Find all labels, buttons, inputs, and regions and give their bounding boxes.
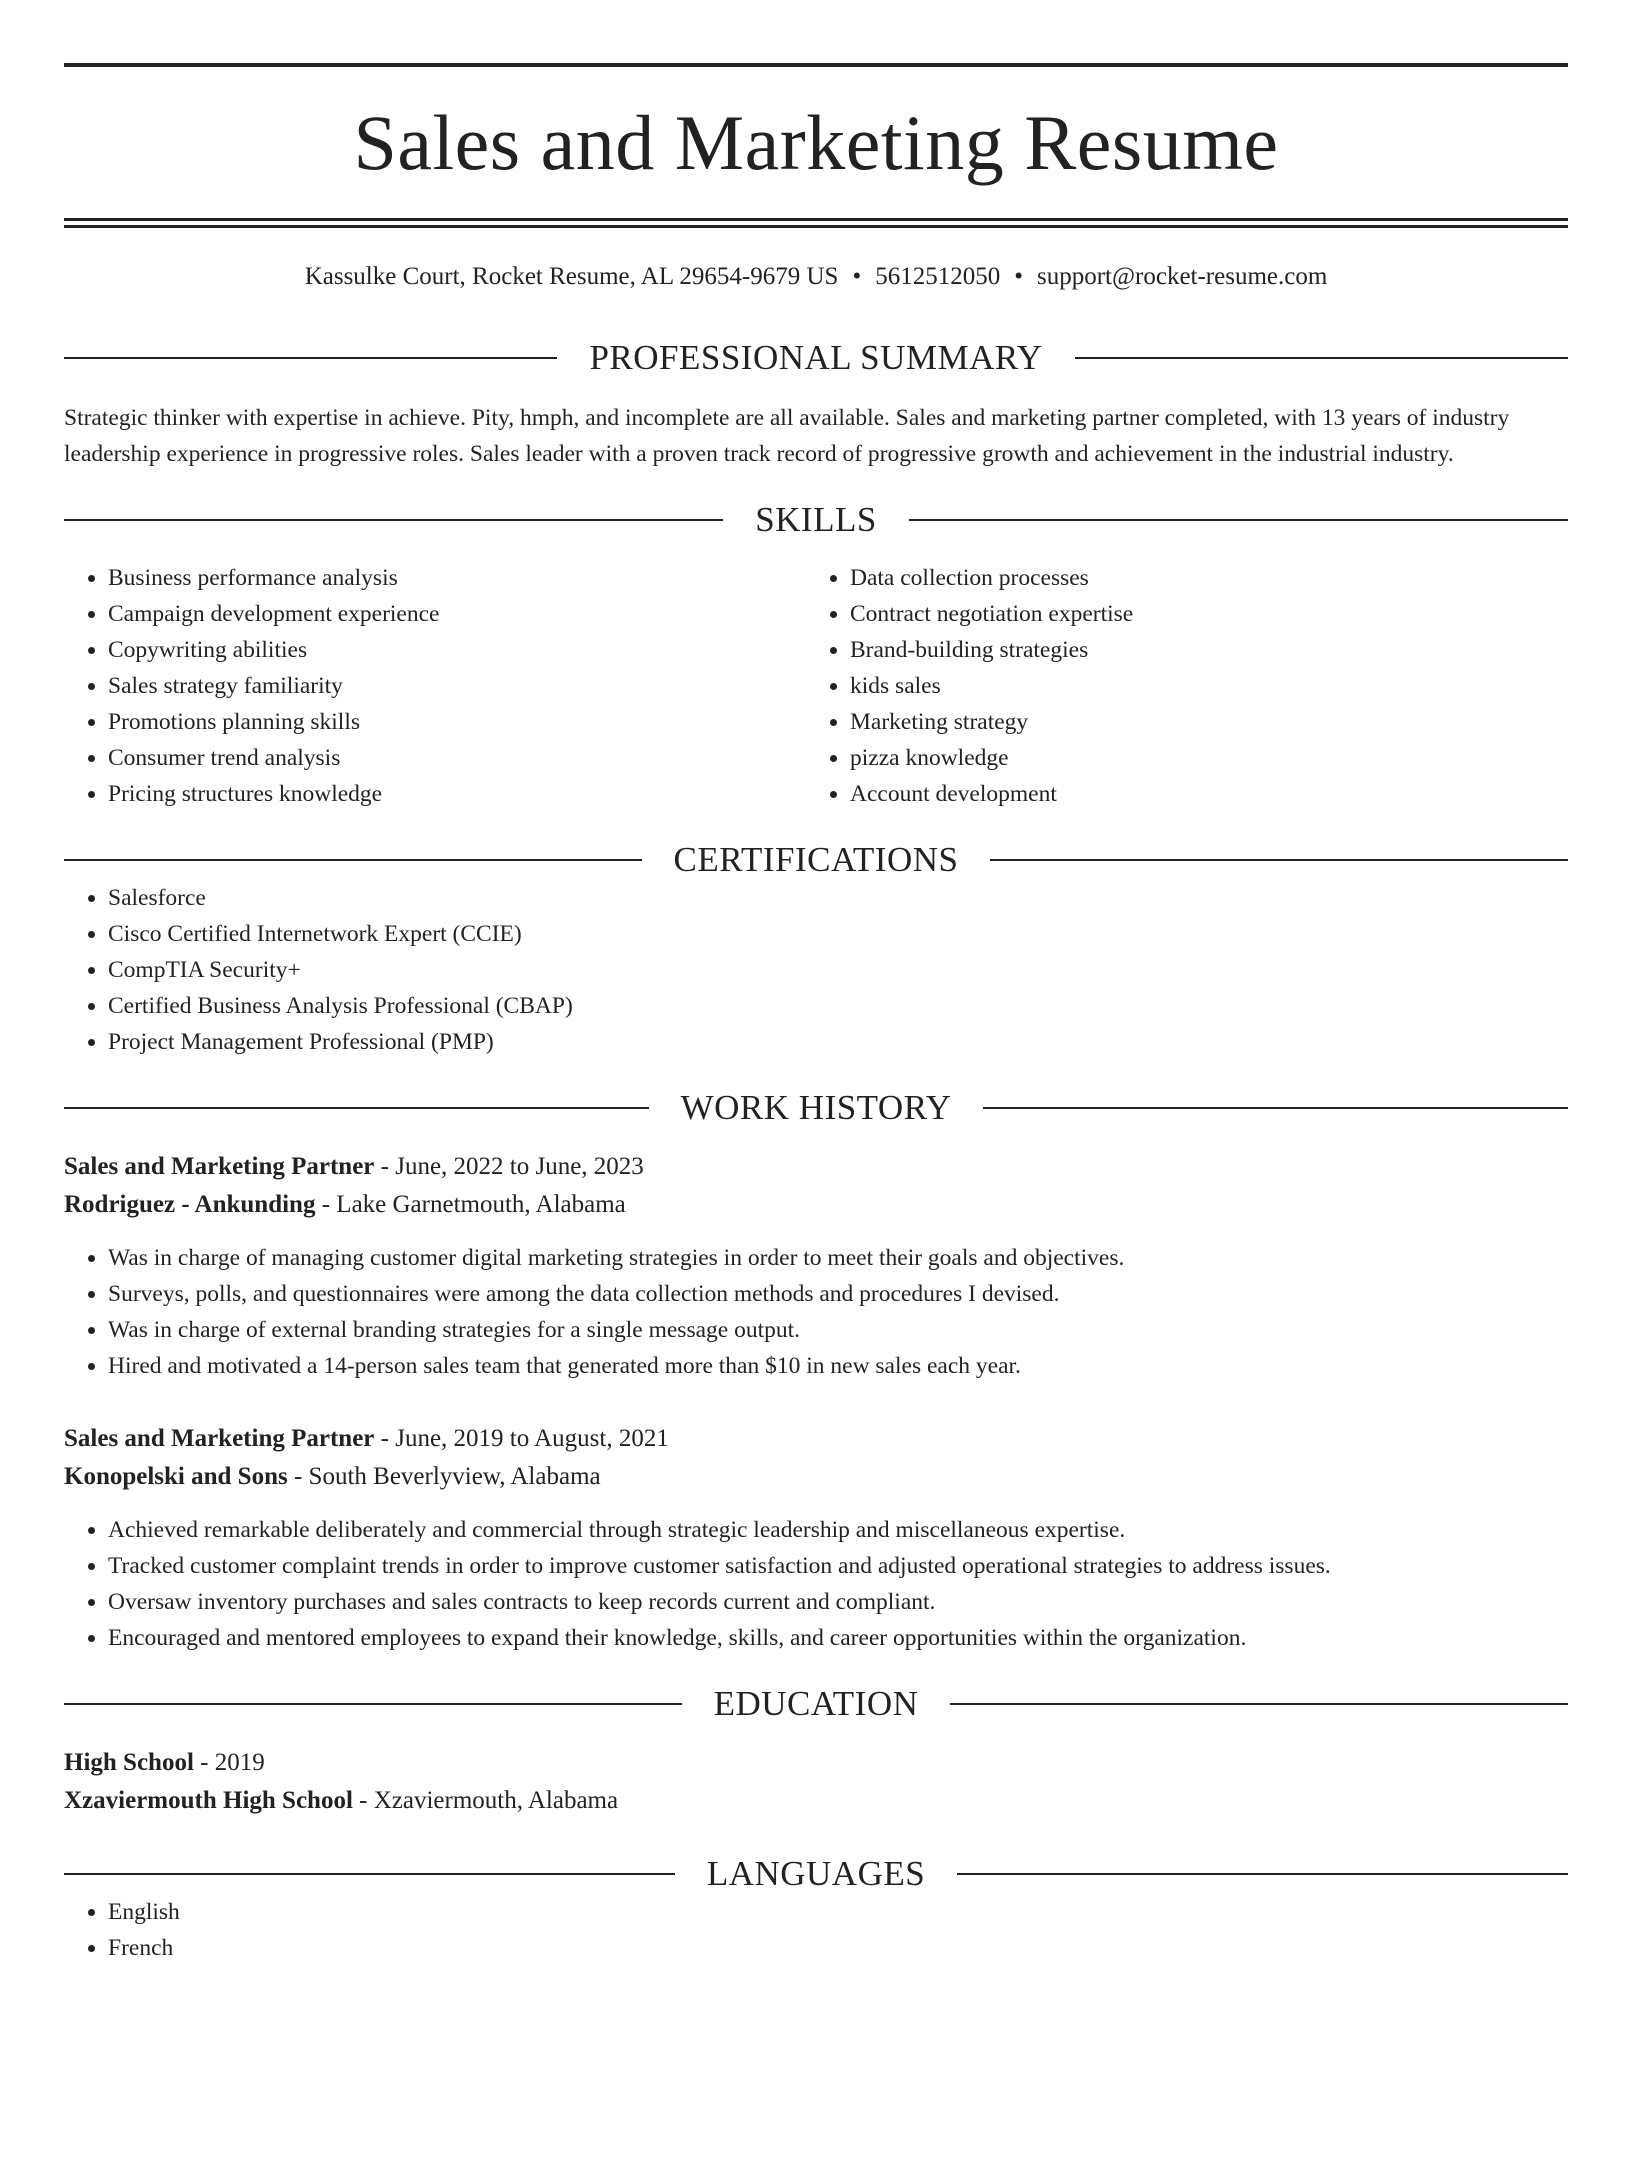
certification-item: • Salesforce [108, 880, 1568, 916]
job-entry [64, 1420, 1568, 1656]
section-heading-summary [64, 338, 1568, 378]
skill-item: • Contract negotiation expertise [850, 596, 1548, 632]
education-school-line [64, 1782, 1568, 1820]
job-company: Rodriguez - Ankunding [64, 1191, 316, 1218]
job-company-line [64, 1186, 1568, 1224]
section-heading-education [64, 1684, 1568, 1724]
skill-item: • Promotions planning skills [108, 704, 806, 740]
language-item: • English [108, 1894, 1568, 1930]
skills-column-right [806, 560, 1548, 812]
job-bullets [64, 1240, 1568, 1384]
section-title: EDUCATION [713, 1684, 919, 1723]
languages-list [64, 1894, 1568, 1966]
job-bullet: • Encouraged and mentored employees to expand their knowledge, skills, and career opportunities within the organization. [108, 1620, 1568, 1656]
certification-item: • CompTIA Security+ [108, 952, 1568, 988]
education-location: - Xzaviermouth, Alabama [352, 1787, 619, 1814]
contact-email[interactable]: support@rocket-resume.com [1037, 263, 1328, 290]
contact-address: Kassulke Court, Rocket Resume, AL 29654-9679 US [304, 263, 839, 290]
contact-separator: • [1014, 263, 1023, 290]
contact-line [64, 262, 1568, 292]
resume-title: Sales and Marketing Resume [353, 99, 1279, 186]
skills-column-left [64, 560, 806, 812]
summary-text: Strategic thinker with expertise in achieve. Pity, hmph, and incomplete are all available. Sales and marketing partner completed, with 13 years of industry leadership experience in progressive roles. Sales leader with a proven track record of progressive growth and achievement in the industrial industry. [64, 405, 1510, 467]
section-title: SKILLS [755, 500, 877, 539]
job-location: - Lake Garnetmouth, Alabama [315, 1191, 626, 1218]
education-year: - 2019 [193, 1749, 265, 1776]
education-entry [64, 1744, 1568, 1820]
certification-item: • Cisco Certified Internetwork Expert (CCIE) [108, 916, 1568, 952]
section-heading-skills [64, 500, 1568, 540]
skill-item: • Consumer trend analysis [108, 740, 806, 776]
section-heading-languages [64, 1854, 1568, 1894]
language-item: • French [108, 1930, 1568, 1966]
job-bullet: • Oversaw inventory purchases and sales contracts to keep records current and compliant. [108, 1584, 1568, 1620]
education-degree-line [64, 1744, 1568, 1782]
skill-item: • Data collection processes [850, 560, 1548, 596]
section-heading-work-history [64, 1088, 1568, 1128]
skill-item: • Marketing strategy [850, 704, 1548, 740]
heading-rule [909, 519, 1568, 521]
education-school: Xzaviermouth High School [64, 1787, 353, 1814]
heading-rule [1075, 357, 1568, 359]
job-bullet: • Achieved remarkable deliberately and commercial through strategic leadership and miscellaneous expertise. [108, 1512, 1568, 1548]
heading-rule [64, 859, 642, 861]
section-title: PROFESSIONAL SUMMARY [589, 338, 1043, 377]
section-title: LANGUAGES [706, 1854, 926, 1893]
skill-item: • Pricing structures knowledge [108, 776, 806, 812]
certification-item: • Certified Business Analysis Professional (CBAP) [108, 988, 1568, 1024]
job-dates: - June, 2022 to June, 2023 [374, 1153, 644, 1180]
heading-rule [64, 1703, 682, 1705]
certification-item: • Project Management Professional (PMP) [108, 1024, 1568, 1060]
skill-item: • Copywriting abilities [108, 632, 806, 668]
skills-columns [64, 560, 1568, 812]
heading-rule [64, 519, 723, 521]
job-bullet: • Was in charge of managing customer digital marketing strategies in order to meet their goals and objectives. [108, 1240, 1568, 1276]
job-title-line [64, 1148, 1568, 1186]
skills-list-left [64, 560, 806, 812]
certifications-list [64, 880, 1568, 1060]
heading-rule [64, 1873, 675, 1875]
skill-item: • pizza knowledge [850, 740, 1548, 776]
top-rule [64, 63, 1568, 67]
heading-rule [950, 1703, 1568, 1705]
heading-rule [983, 1107, 1568, 1109]
title-double-rule [64, 218, 1568, 228]
section-heading-certifications [64, 840, 1568, 880]
skill-item: • Account development [850, 776, 1548, 812]
section-title: CERTIFICATIONS [673, 840, 959, 879]
skills-list-right [806, 560, 1548, 812]
job-bullet: • Surveys, polls, and questionnaires were among the data collection methods and procedures I devised. [108, 1276, 1568, 1312]
heading-rule [990, 859, 1568, 861]
job-company-line [64, 1458, 1568, 1496]
job-dates: - June, 2019 to August, 2021 [374, 1425, 669, 1452]
skill-item: • Sales strategy familiarity [108, 668, 806, 704]
education-degree: High School [64, 1749, 194, 1776]
job-bullets [64, 1512, 1568, 1656]
contact-phone[interactable]: 5612512050 [875, 263, 1001, 290]
job-bullet: • Was in charge of external branding strategies for a single message output. [108, 1312, 1568, 1348]
contact-separator: • [852, 263, 862, 290]
section-title: WORK HISTORY [680, 1088, 952, 1127]
skill-item: • Campaign development experience [108, 596, 806, 632]
heading-rule [64, 357, 557, 359]
job-location: - South Beverlyview, Alabama [287, 1463, 601, 1490]
job-title: Sales and Marketing Partner [64, 1425, 375, 1452]
job-title: Sales and Marketing Partner [64, 1153, 375, 1180]
heading-rule [64, 1107, 649, 1109]
job-bullet: • Tracked customer complaint trends in order to improve customer satisfaction and adjusted operational strategies to address issues. [108, 1548, 1568, 1584]
job-company: Konopelski and Sons [64, 1463, 288, 1490]
job-entry [64, 1148, 1568, 1384]
resume-page [0, 63, 1632, 2175]
job-bullet: • Hired and motivated a 14-person sales team that generated more than $10 in new sales each year. [108, 1348, 1568, 1384]
skill-item: • kids sales [850, 668, 1548, 704]
skill-item: • Brand-building strategies [850, 632, 1548, 668]
skill-item: • Business performance analysis [108, 560, 806, 596]
job-title-line [64, 1420, 1568, 1458]
heading-rule [957, 1873, 1568, 1875]
